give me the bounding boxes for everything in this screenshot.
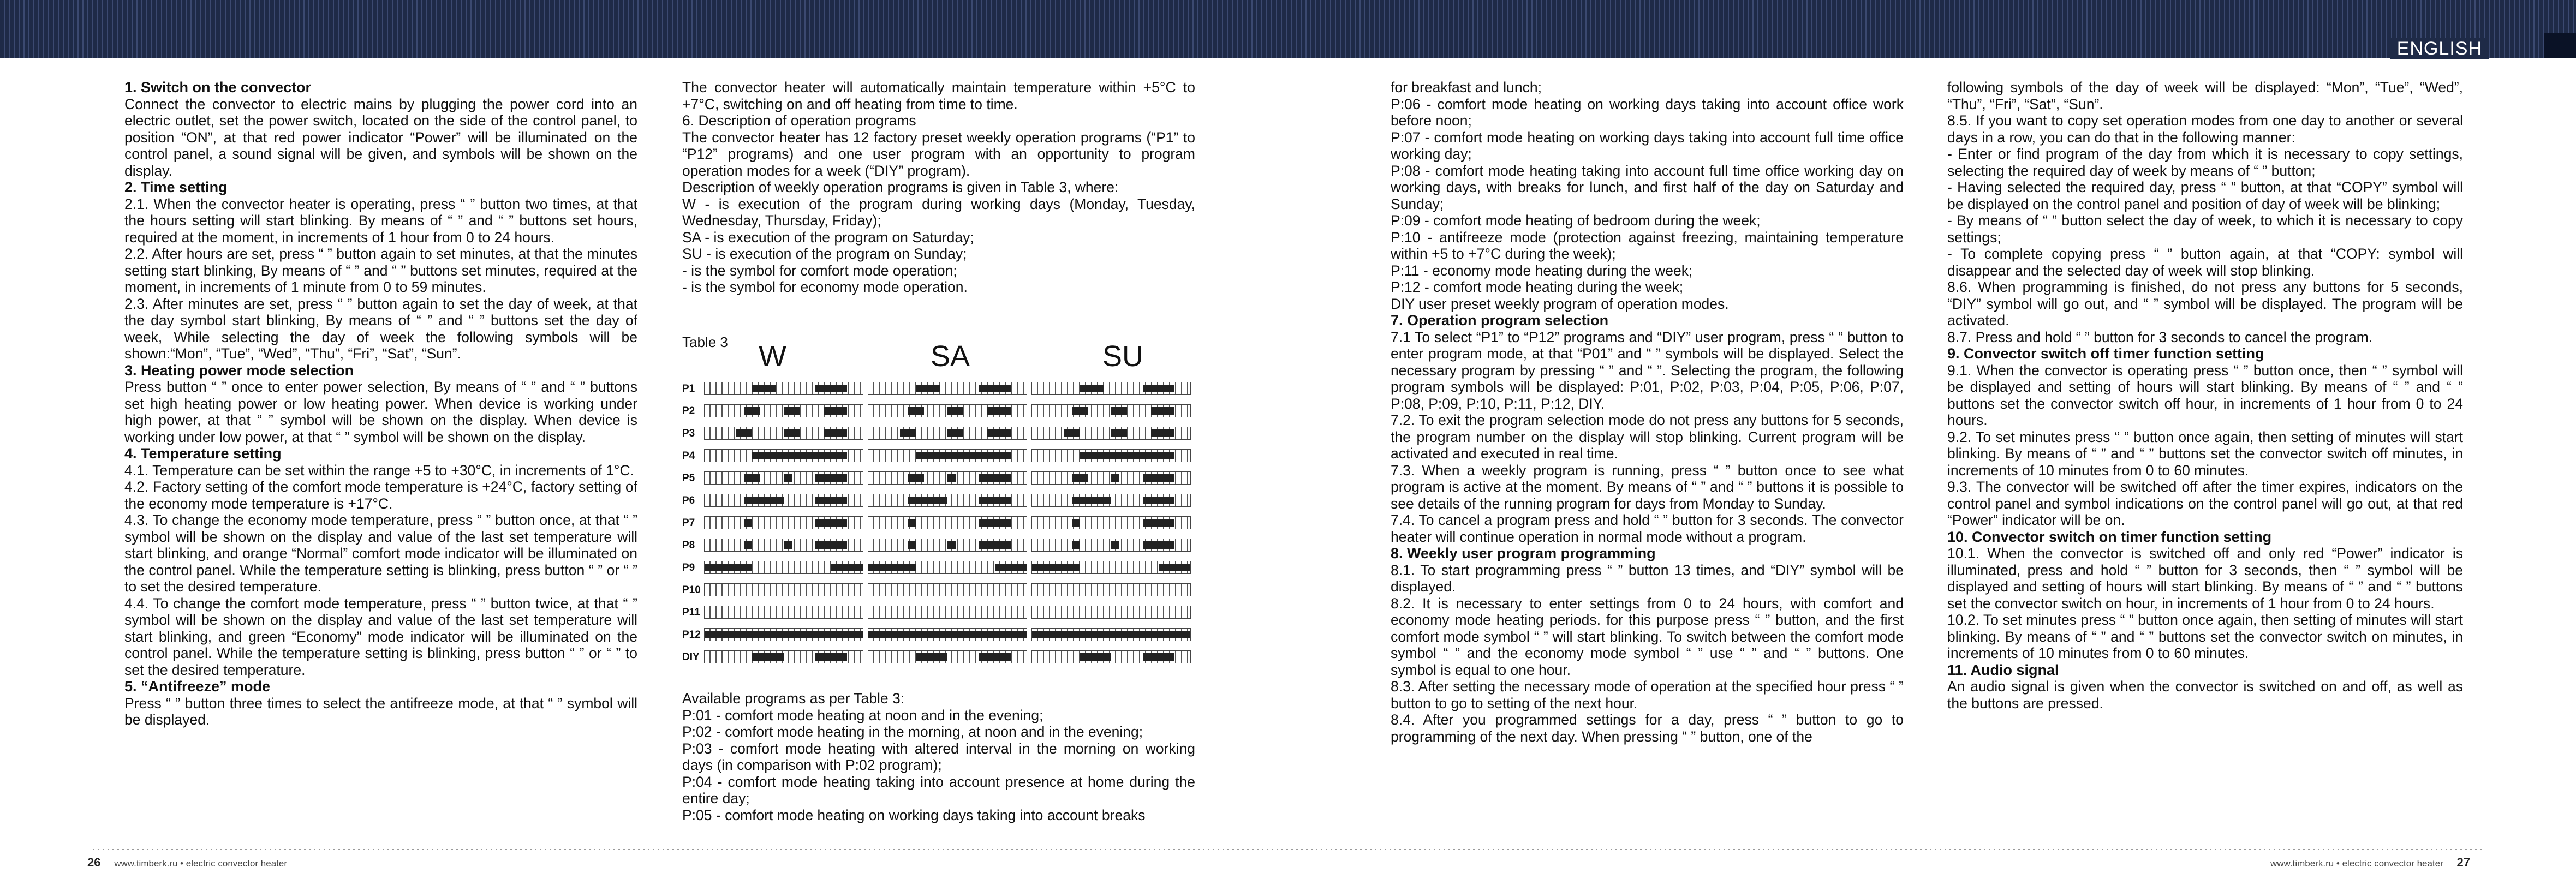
comfort-segment [979,653,1011,661]
comfort-segment [1080,385,1104,392]
comfort-segment [916,653,947,661]
comfort-segment [1143,541,1174,549]
paragraph: 8.5. If you want to copy set operation modes from one day to another or several days in a row, you can do that in the following manner: [1947,112,2463,146]
section-heading: 4. Temperature setting [124,445,282,462]
paragraph: P:02 - comfort mode heating in the morning, at noon and in the evening; [682,723,1143,740]
comfort-segment [824,429,848,437]
paragraph: SA - is execution of the program on Saturday; [682,229,974,246]
paragraph: Press “ ” button three times to select the antifreeze mode, at that “ ” symbol will be displayed. [124,695,637,728]
comfort-segment [1032,564,1080,571]
paragraph: DIY user preset weekly program of operation modes. [1391,295,1729,312]
table-row [682,382,1195,395]
table-row [682,449,1195,462]
comfort-segment [1143,497,1174,504]
paragraph: for breakfast and lunch; [1391,79,1542,95]
comfort-segment [1072,474,1088,482]
comfort-segment [1111,429,1127,437]
comfort-segment [1151,429,1175,437]
comfort-segment [979,497,1011,504]
schedule-bar [704,628,863,641]
comfort-segment [908,519,916,527]
paragraph: - is the symbol for comfort mode operation; [682,262,957,279]
section-heading: 7. Operation program selection [1391,312,1609,328]
column-4 [1947,79,2463,711]
schedule-bar [868,382,1027,395]
footer-left [87,856,287,870]
schedule-bar [868,561,1027,574]
comfort-segment [979,385,1011,392]
comfort-segment [1143,385,1174,392]
column-1 [124,79,637,728]
paragraph: 8.6. When programming is finished, do not press any buttons for 5 seconds, “DIY” symbol will go out, and “ ” symbol will be displayed. The program will be activated. [1947,279,2463,328]
comfort-segment [705,631,863,638]
paragraph: P:04 - comfort mode heating taking into account presence at home during the entire day; [682,773,1195,806]
paragraph: 2.3. After minutes are set, press “ ” button again to set the day of week, at that the day symbol start blinking, By means of “ ” and “ ” buttons set the day of week, While selecting the day of week the following symbols will be shown:“Mon”, “Tue”, “Wed”, “Thu”, “Fri”, “Sat”, “Sun”. [124,295,637,362]
comfort-segment [1111,541,1119,549]
comfort-segment [815,519,847,527]
page-number-right: 27 [2456,856,2471,869]
schedule-bar [868,404,1027,417]
comfort-segment [979,519,1011,527]
schedule-bar [1031,606,1191,619]
paragraph: 8.3. After setting the necessary mode of operation at the specified hour press “ ” button to go to setting of the next hour. [1391,678,1904,711]
paragraph: 7.3. When a weekly program is running, press “ ” button once to see what program is active at the moment. By means of “ ” and “ ” buttons it is possible to see details of the running program for days from Monday to Sunday. [1391,462,1904,512]
paragraph: P:06 - comfort mode heating on working days taking into account office work before noon; [1391,95,1904,129]
section-heading: 1. Switch on the convector [124,79,312,95]
table-row [682,650,1195,663]
comfort-segment [1072,541,1080,549]
paragraph: P:09 - comfort mode heating of bedroom during the week; [1391,212,1761,229]
comfort-segment [1111,407,1127,415]
schedule-bar [868,494,1027,507]
paragraph: 2.2. After hours are set, press “ ” button again to set minutes, at that the minutes setting start blinking, By means of “ ” and “ ” buttons set minutes, required at the moment, in increments of 1 minute from 0 to 59 minutes. [124,246,637,295]
schedule-bar [868,628,1027,641]
paragraph: W - is execution of the program during working days (Monday, Tuesday, Wednesday, Thursday, Friday); [682,195,1195,229]
table-row [682,516,1195,529]
table-row [682,583,1195,596]
table-row [682,471,1195,485]
paragraph: P:11 - economy mode heating during the week; [1391,262,1693,279]
table-row [682,539,1195,552]
schedule-bar [868,449,1027,462]
schedule-bar [868,471,1027,485]
program-label: P11 [682,607,700,618]
paragraph: - To complete copying press “ ” button again, at that “COPY: symbol will disappear and the selected day of week will stop blinking. [1947,246,2463,279]
schedule-bar [1031,382,1191,395]
comfort-segment [1159,564,1190,571]
paragraph: 7.2. To exit the program selection mode do not press any buttons for 5 seconds, the program number on the display will stop blinking. Current program will be activated and executed in real time. [1391,412,1904,462]
paragraph: - Enter or find program of the day from which it is necessary to copy settings, selecting the required day of week by means of “ ” button; [1947,146,2463,179]
paragraph: 9.2. To set minutes press “ ” button once again, then setting of minutes will start blinking. By means of “ ” and “ ” buttons set the convector switch off minutes, in increments of 10 minutes from 0 to 60 minutes. [1947,428,2463,479]
paragraph: - is the symbol for economy mode operation. [682,279,968,295]
schedule-bar [704,561,863,574]
comfort-segment [736,429,752,437]
comfort-segment [947,541,956,549]
comfort-segment [815,541,847,549]
comfort-segment [752,653,784,661]
paragraph: P:05 - comfort mode heating on working days taking into account breaks [682,806,1146,823]
comfort-segment [947,407,963,415]
schedule-bar [1031,471,1191,485]
paragraph: P:03 - comfort mode heating with altered interval in the morning on working days (in comparison with P:02 program); [682,740,1195,773]
comfort-segment [815,497,847,504]
comfort-segment [1072,407,1088,415]
comfort-segment [1143,519,1174,527]
schedule-bar [868,539,1027,552]
comfort-segment [1080,653,1111,661]
table-row [682,427,1195,440]
paragraph: P:07 - comfort mode heating on working days taking into account full time office working day; [1391,129,1904,162]
paragraph: Press button “ ” once to enter power selection, By means of “ ” and “ ” buttons set high heating power or low heating power. When device is working under high power, at that “ ” symbol will be shown on the display. When device is working under low power, at that “ ” symbol will be shown on the display. [124,379,637,445]
comfort-segment [815,653,847,661]
schedule-bar [704,427,863,440]
paragraph: 4.2. Factory setting of the comfort mode temperature is +24°C, factory setting of the economy mode temperature is +17°C. [124,479,637,512]
table-header-su: SU [1102,340,1144,373]
table-row [682,628,1195,641]
comfort-segment [752,385,776,392]
paragraph: P:01 - comfort mode heating at noon and in the evening; [682,707,1043,723]
comfort-segment [916,452,1011,459]
schedule-bar [704,382,863,395]
schedule-bar [704,471,863,485]
schedule-bar [704,494,863,507]
program-label: P5 [682,473,695,484]
comfort-segment [824,407,848,415]
paragraph: 10.2. To set minutes press “ ” button once again, then setting of minutes will start blinking. By means of “ ” and “ ” buttons set the convector switch on minutes, in increments of 10 minutes from 0 to 60 minutes. [1947,612,2463,661]
comfort-segment [916,385,940,392]
language-label: ENGLISH [2390,38,2489,59]
footer-right [2270,856,2470,870]
paragraph: The convector heater will automatically maintain temperature within +5°C to +7°C, switching on and off heating from time to time. [682,79,1195,112]
comfort-segment [1111,474,1119,482]
paragraph: Available programs as per Table 3: [682,690,905,707]
schedule-bar [704,606,863,619]
paragraph: An audio signal is given when the convector is switched on and off, as well as the buttons are pressed. [1947,678,2463,711]
program-label: P7 [682,517,695,529]
paragraph: 6. Description of operation programs [682,112,916,129]
schedule-bar [704,583,863,596]
schedule-bar [1031,494,1191,507]
table-row [682,404,1195,417]
schedule-bar [1031,449,1191,462]
schedule-bar [1031,561,1191,574]
table-3-label: Table 3 [682,334,728,350]
comfort-segment [979,541,1011,549]
comfort-segment [744,407,760,415]
paragraph: 4.4. To change the comfort mode temperature, press “ ” button twice, at that “ ” symbol will be shown on the display and value of the last set temperature will start blinking, and green “Economy” mode indicator will be illuminated on the control panel. While the temperature setting is blinking, press button “ ” or “ ” to set the desired temperature. [124,595,637,678]
comfort-segment [1080,452,1174,459]
comfort-segment [979,474,1011,482]
program-label: P3 [682,428,695,439]
column-2-top [682,79,1195,296]
paragraph: 9.3. The convector will be switched off after the timer expires, indicators on the control panel and symbol indications on the control panel will go out, at that red “Power” indicator will be on. [1947,479,2463,528]
program-label: P1 [682,383,695,394]
comfort-segment [1151,407,1175,415]
section-heading: 8. Weekly user program programming [1391,545,1656,561]
comfort-segment [947,474,956,482]
program-label: P10 [682,584,701,596]
comfort-segment [784,407,800,415]
comfort-segment [908,541,916,549]
header-corner [2544,33,2576,58]
section-heading: 11. Audio signal [1947,661,2059,678]
paragraph: P:08 - comfort mode heating taking into account full time office working day on working days, with breaks for lunch, and first half of the day on Saturday and Sunday; [1391,162,1904,212]
comfort-segment [1064,429,1080,437]
comfort-segment [752,452,847,459]
schedule-bar [1031,650,1191,663]
schedule-bar [704,650,863,663]
program-label: P6 [682,495,695,506]
comfort-segment [1072,519,1080,527]
schedule-bar [1031,427,1191,440]
section-heading: 10. Convector switch on timer function setting [1947,528,2272,545]
paragraph: The convector heater has 12 factory preset weekly operation programs (“P1” to “P12” programs) and one user program with an opportunity to program operation modes for a week (“DIY” program). [682,129,1195,179]
comfort-segment [815,474,847,482]
paragraph: 9.1. When the convector is operating press “ ” button once, then “ ” symbol will be displayed and setting of hours will start blinking. By means of “ ” and “ ” buttons set the convector switch off hour, in increments of 1 hour from 0 to 24 hours. [1947,362,2463,428]
paragraph: 4.1. Temperature can be set within the range +5 to +30°C, in increments of 1°C. [124,462,635,479]
paragraph: - Having selected the required day, press “ ” button, at that “COPY” symbol will be displayed on the control panel and position of day of week will be blinking; [1947,179,2463,212]
schedule-bar [1031,583,1191,596]
footer-divider [93,849,2483,850]
schedule-bar [704,449,863,462]
comfort-segment [1032,631,1190,638]
program-label: P4 [682,450,695,462]
comfort-segment [815,385,847,392]
paragraph: 8.7. Press and hold “ ” button for 3 seconds to cancel the program. [1947,328,2373,345]
comfort-segment [995,564,1027,571]
comfort-segment [1143,474,1174,482]
comfort-segment [987,429,1011,437]
comfort-segment [900,429,916,437]
comfort-segment [1143,653,1174,661]
footer-left-text: www.timberk.ru • electric convector heater [114,858,288,869]
schedule-bar [868,606,1027,619]
paragraph: 7.1 To select “P1” to “P12” programs and “DIY” user program, press “ ” button to enter program mode, at that “P01” and “ ” symbols will be displayed. Select the necessary program by pressing “ ” and “ ”. Selecting the program, the following program symbols will be displayed: P:01, P:02, P:03, P:04, P:05, P:06, P:07, P:08, P:09, P:10, P:11, P:12, DIY. [1391,328,1904,412]
comfort-segment [744,519,753,527]
header-bar [0,0,2576,58]
paragraph: 8.1. To start programming press “ ” button 13 times, and “DIY” symbol will be displayed. [1391,561,1904,595]
schedule-bar [704,539,863,552]
page-number-left: 26 [87,856,101,869]
table-row [682,561,1195,574]
table-header-w: W [759,340,786,373]
comfort-segment [868,631,1027,638]
paragraph: - By means of “ ” button select the day of week, to which it is necessary to copy settings; [1947,212,2463,246]
paragraph: 4.3. To change the economy mode temperature, press “ ” button once, at that “ ” symbol will be shown on the display and value of the last set temperature will start blinking, and orange “Normal” comfort mode indicator will be illuminated on the control panel. While the temperature setting is blinking, press button “ ” or “ ” to set the desired temperature. [124,512,637,595]
column-2-bottom [682,690,1195,823]
comfort-segment [705,564,752,571]
comfort-segment [908,474,924,482]
footer-right-text: www.timberk.ru • electric convector heater [2270,858,2443,869]
schedule-bar [1031,516,1191,529]
program-label: P12 [682,629,701,641]
schedule-bar [868,583,1027,596]
schedule-bar [1031,404,1191,417]
comfort-segment [1072,497,1112,504]
comfort-segment [831,564,863,571]
schedule-bar [1031,539,1191,552]
comfort-segment [947,429,963,437]
schedule-bar [704,516,863,529]
schedule-bar [1031,628,1191,641]
schedule-bar [868,516,1027,529]
table-row [682,494,1195,507]
comfort-segment [784,541,792,549]
paragraph: 10.1. When the convector is switched off and only red “Power” indicator is illuminated, press and hold “ ” button for 3 seconds, then “ ” symbol will be displayed and setting of hours will start blinking. By means of “ ” and “ ” buttons set the convector switch on hour, in increments of 1 hour from 0 to 24 hours. [1947,545,2463,612]
paragraph: SU - is execution of the program on Sunday; [682,246,967,262]
program-label: P2 [682,405,695,417]
section-heading: 3. Heating power mode selection [124,362,354,379]
paragraph: P:12 - comfort mode heating during the week; [1391,279,1684,295]
paragraph: Connect the convector to electric mains by plugging the power cord into an electric outlet, set the power switch, located on the side of the control panel, to position “ON”, at that red power indicator “Power” will be illuminated on the control panel, a sound signal will be given, and symbols will be shown on the display. [124,95,637,179]
paragraph: 2.1. When the convector heater is operating, press “ ” button two times, at that the hours setting will start blinking. By means of “ ” and “ ” buttons set hours, required at the moment, in increments of 1 hour from 0 to 24 hours. [124,195,637,246]
comfort-segment [868,564,916,571]
comfort-segment [784,474,792,482]
comfort-segment [784,429,800,437]
schedule-bar [868,650,1027,663]
table-header-sa: SA [931,340,970,373]
program-label: P9 [682,562,695,573]
schedule-bar [704,404,863,417]
program-label: P8 [682,540,695,551]
comfort-segment [744,541,753,549]
paragraph: following symbols of the day of week will be displayed: “Mon”, “Tue”, “Wed”, “Thu”, “Fri”, “Sat”, “Sun”. [1947,79,2463,112]
table-row [682,606,1195,619]
comfort-segment [744,497,784,504]
comfort-segment [908,407,924,415]
section-heading: 5. “Antifreeze” mode [124,678,271,695]
column-3 [1391,79,1904,745]
program-label: DIY [682,651,700,663]
comfort-segment [744,474,760,482]
paragraph: 7.4. To cancel a program press and hold “ ” button for 3 seconds. The convector heater will continue operation in normal mode without a program. [1391,512,1904,545]
paragraph: 8.4. After you programmed settings for a day, press “ ” button to go to programming of the next day. When pressing “ ” button, one of the [1391,711,1904,745]
schedule-bar [868,427,1027,440]
section-heading: 9. Convector switch off timer function setting [1947,345,2264,362]
paragraph: P:10 - antifreeze mode (protection against freezing, maintaining temperature within +5 to +7°C during the week); [1391,229,1904,262]
table-3 [682,334,1195,672]
paragraph: Description of weekly operation programs is given in Table 3, where: [682,179,1119,195]
comfort-segment [908,497,948,504]
section-heading: 2. Time setting [124,179,228,195]
paragraph: 8.2. It is necessary to enter settings from 0 to 24 hours, with comfort and economy mode heating periods. for this purpose press “ ” button, and the first comfort mode symbol “ ” will start blinking. To switch between the comfort mode symbol “ ” and the economy mode symbol “ ” use “ ” and “ ” buttons. One symbol is equal to one hour. [1391,595,1904,678]
comfort-segment [987,407,1011,415]
